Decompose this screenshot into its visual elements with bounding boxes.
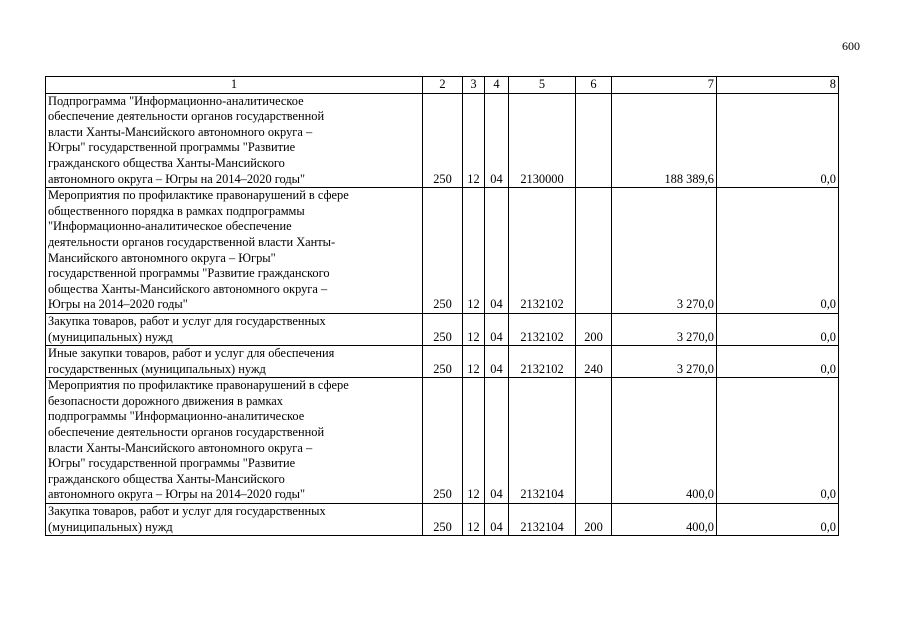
cell-c2: 250 — [423, 93, 463, 188]
cell-c5: 2132102 — [509, 188, 576, 314]
cell-c7: 188 389,6 — [612, 93, 717, 188]
cell-c8: 0,0 — [717, 504, 839, 536]
cell-c7: 3 270,0 — [612, 313, 717, 345]
column-header: 8 — [717, 77, 839, 94]
cell-c4: 04 — [485, 378, 509, 504]
cell-c3: 12 — [463, 346, 485, 378]
cell-c8: 0,0 — [717, 188, 839, 314]
cell-c8: 0,0 — [717, 346, 839, 378]
row-name: Закупка товаров, работ и услуг для государственных (муниципальных) нужд — [46, 504, 423, 536]
table-row — [46, 504, 839, 536]
cell-c7: 400,0 — [612, 504, 717, 536]
row-name: Мероприятия по профилактике правонарушений в сфере безопасности дорожного движения в рамках подпрограммы "Информационно-аналитическое обеспечение деятельности органов государственной власти Ханты-Мансийского автономного округа – Югры" государственной программы "Развитие гражданского общества Ханты-Мансийского автономного округа – Югры на 2014–2020 годы" — [46, 378, 423, 504]
cell-c5: 2130000 — [509, 93, 576, 188]
cell-c6: 240 — [576, 346, 612, 378]
row-name: Закупка товаров, работ и услуг для государственных (муниципальных) нужд — [46, 313, 423, 345]
cell-c6: 200 — [576, 504, 612, 536]
cell-c5: 2132102 — [509, 346, 576, 378]
column-header: 1 — [46, 77, 423, 94]
column-header: 2 — [423, 77, 463, 94]
table-row — [46, 93, 839, 188]
cell-c3: 12 — [463, 378, 485, 504]
table-row — [46, 188, 839, 314]
cell-c2: 250 — [423, 504, 463, 536]
table-row — [46, 346, 839, 378]
row-name: Иные закупки товаров, работ и услуг для обеспечения государственных (муниципальных) нужд — [46, 346, 423, 378]
cell-c3: 12 — [463, 188, 485, 314]
table-row — [46, 378, 839, 504]
cell-c4: 04 — [485, 313, 509, 345]
cell-c7: 3 270,0 — [612, 188, 717, 314]
cell-c2: 250 — [423, 378, 463, 504]
cell-c7: 400,0 — [612, 378, 717, 504]
cell-c3: 12 — [463, 93, 485, 188]
cell-c3: 12 — [463, 504, 485, 536]
cell-c6 — [576, 378, 612, 504]
cell-c2: 250 — [423, 313, 463, 345]
column-header: 7 — [612, 77, 717, 94]
column-header: 6 — [576, 77, 612, 94]
row-name: Мероприятия по профилактике правонарушений в сфере общественного порядка в рамках подпрограммы "Информационно-аналитическое обеспечение деятельности органов государственной власти Ханты- Мансийского автономного округа – Югры" государственной программы "Развитие гражданского общества Ханты-Мансийского автономного округа – Югры на 2014–2020 годы" — [46, 188, 423, 314]
cell-c4: 04 — [485, 188, 509, 314]
cell-c4: 04 — [485, 504, 509, 536]
table-row — [46, 313, 839, 345]
column-header: 3 — [463, 77, 485, 94]
page-number: 600 — [842, 39, 860, 53]
cell-c3: 12 — [463, 313, 485, 345]
cell-c6 — [576, 188, 612, 314]
cell-c4: 04 — [485, 93, 509, 188]
cell-c8: 0,0 — [717, 378, 839, 504]
cell-c8: 0,0 — [717, 313, 839, 345]
table-header-row — [46, 77, 839, 94]
cell-c5: 2132104 — [509, 504, 576, 536]
column-header: 5 — [509, 77, 576, 94]
cell-c6 — [576, 93, 612, 188]
row-name: Подпрограмма "Информационно-аналитическое обеспечение деятельности органов государственной власти Ханты-Мансийского автономного округа – Югры" государственной программы "Развитие гражданского общества Ханты-Мансийского автономного округа – Югры на 2014–2020 годы" — [46, 93, 423, 188]
cell-c2: 250 — [423, 346, 463, 378]
cell-c5: 2132102 — [509, 313, 576, 345]
cell-c4: 04 — [485, 346, 509, 378]
cell-c7: 3 270,0 — [612, 346, 717, 378]
cell-c2: 250 — [423, 188, 463, 314]
cell-c8: 0,0 — [717, 93, 839, 188]
budget-table — [45, 76, 839, 536]
cell-c6: 200 — [576, 313, 612, 345]
cell-c5: 2132104 — [509, 378, 576, 504]
column-header: 4 — [485, 77, 509, 94]
